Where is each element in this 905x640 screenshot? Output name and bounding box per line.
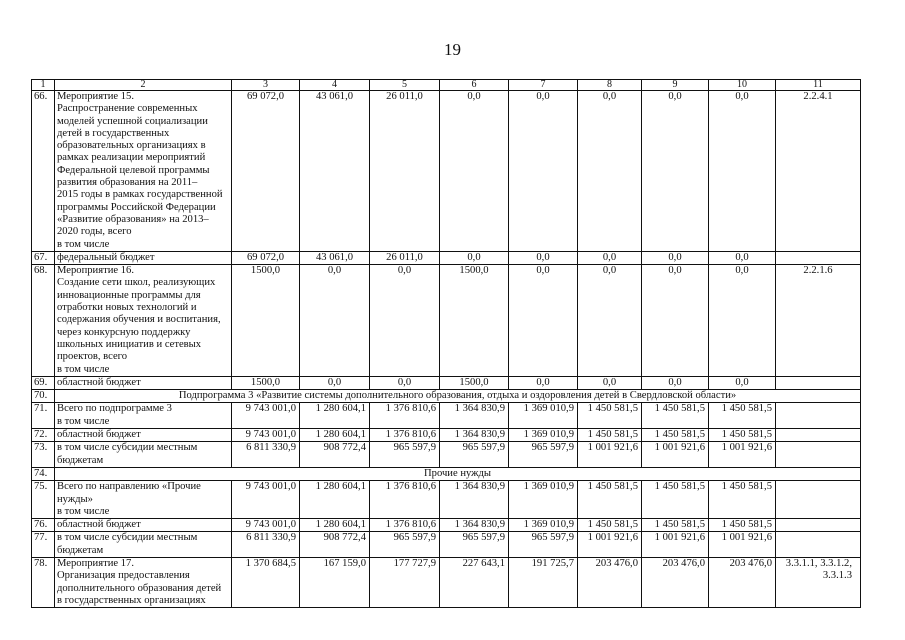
header-cell: 7 xyxy=(509,80,578,91)
value-cell: 0,0 xyxy=(300,376,370,389)
value-cell: 1 001 921,6 xyxy=(578,532,642,558)
target-code xyxy=(776,251,861,264)
value-cell: 1 369 010,9 xyxy=(509,403,578,429)
value-cell: 1 370 684,5 xyxy=(232,557,300,607)
row-description: Всего по направлению «Прочие нужды» в том числе xyxy=(55,481,232,519)
table-row xyxy=(32,265,861,377)
section-title: Прочие нужды xyxy=(55,467,861,480)
budget-table xyxy=(31,79,861,608)
value-cell: 1500,0 xyxy=(440,376,509,389)
value-cell: 908 772,4 xyxy=(300,442,370,468)
value-cell: 203 476,0 xyxy=(642,557,709,607)
value-cell: 1 369 010,9 xyxy=(509,429,578,442)
value-cell: 1 364 830,9 xyxy=(440,403,509,429)
header-row xyxy=(32,80,861,91)
row-number: 73. xyxy=(32,442,55,468)
value-cell: 965 597,9 xyxy=(370,532,440,558)
value-cell: 9 743 001,0 xyxy=(232,403,300,429)
row-description: Мероприятие 17. Организация предоставления дополнительного образования детей в государственных организациях xyxy=(55,557,232,607)
value-cell: 0,0 xyxy=(709,376,776,389)
row-number: 68. xyxy=(32,265,55,377)
row-description: в том числе субсидии местным бюджетам xyxy=(55,532,232,558)
value-cell: 43 061,0 xyxy=(300,251,370,264)
value-cell: 6 811 330,9 xyxy=(232,442,300,468)
table-row xyxy=(32,481,861,519)
value-cell: 1 450 581,5 xyxy=(709,429,776,442)
value-cell: 1500,0 xyxy=(440,265,509,377)
value-cell: 0,0 xyxy=(642,376,709,389)
section-title: Подпрограмма 3 «Развитие системы дополнительного образования, отдыха и оздоровления детей в Свердловской области» xyxy=(55,390,861,403)
value-cell: 0,0 xyxy=(578,91,642,252)
value-cell: 0,0 xyxy=(509,265,578,377)
value-cell: 1 450 581,5 xyxy=(578,519,642,532)
value-cell: 0,0 xyxy=(709,251,776,264)
value-cell: 0,0 xyxy=(642,265,709,377)
header-cell: 5 xyxy=(370,80,440,91)
value-cell: 1 450 581,5 xyxy=(578,481,642,519)
value-cell: 0,0 xyxy=(578,376,642,389)
value-cell: 177 727,9 xyxy=(370,557,440,607)
row-description: Мероприятие 16. Создание сети школ, реализующих инновационные программы для отработки новых технологий и содержания обучения и воспитания, через конкурсную поддержку школьных инициатив и сетевых проектов, всего в том числе xyxy=(55,265,232,377)
value-cell: 26 011,0 xyxy=(370,91,440,252)
row-description: Всего по подпрограмме 3 в том числе xyxy=(55,403,232,429)
value-cell: 167 159,0 xyxy=(300,557,370,607)
value-cell: 0,0 xyxy=(440,91,509,252)
value-cell: 908 772,4 xyxy=(300,532,370,558)
value-cell: 0,0 xyxy=(709,265,776,377)
table-row xyxy=(32,403,861,429)
row-number: 71. xyxy=(32,403,55,429)
value-cell: 1 001 921,6 xyxy=(642,532,709,558)
value-cell: 1 001 921,6 xyxy=(642,442,709,468)
value-cell: 1 376 810,6 xyxy=(370,481,440,519)
table-row xyxy=(32,557,861,607)
value-cell: 9 743 001,0 xyxy=(232,429,300,442)
target-code: 3.3.1.1, 3.3.1.2, 3.3.1.3 xyxy=(776,557,861,607)
value-cell: 965 597,9 xyxy=(509,532,578,558)
value-cell: 69 072,0 xyxy=(232,251,300,264)
value-cell: 203 476,0 xyxy=(578,557,642,607)
target-code xyxy=(776,519,861,532)
target-code: 2.2.1.6 xyxy=(776,265,861,377)
table-row xyxy=(32,467,861,480)
value-cell: 0,0 xyxy=(642,91,709,252)
value-cell: 1 450 581,5 xyxy=(642,519,709,532)
value-cell: 1 450 581,5 xyxy=(709,519,776,532)
target-code xyxy=(776,481,861,519)
value-cell: 191 725,7 xyxy=(509,557,578,607)
value-cell: 1 450 581,5 xyxy=(642,429,709,442)
value-cell: 1 001 921,6 xyxy=(578,442,642,468)
row-number: 72. xyxy=(32,429,55,442)
target-code xyxy=(776,403,861,429)
value-cell: 1 376 810,6 xyxy=(370,429,440,442)
table-row xyxy=(32,251,861,264)
row-description: в том числе субсидии местным бюджетам xyxy=(55,442,232,468)
value-cell: 965 597,9 xyxy=(370,442,440,468)
table-row xyxy=(32,519,861,532)
value-cell: 0,0 xyxy=(578,251,642,264)
value-cell: 1 450 581,5 xyxy=(642,403,709,429)
target-code: 2.2.4.1 xyxy=(776,91,861,252)
value-cell: 1 001 921,6 xyxy=(709,532,776,558)
row-description: Мероприятие 15. Распространение современных моделей успешной социализации детей в государственных образовательных организациях в рамках реализации мероприятий Федеральной целевой программы развития образования на 2011– 2015 годы в рамках государственной программы Российской Федерации «Развитие образования» на 2013– 2020 годы, всего в том числе xyxy=(55,91,232,252)
value-cell: 0,0 xyxy=(300,265,370,377)
value-cell: 1 450 581,5 xyxy=(578,403,642,429)
value-cell: 1 364 830,9 xyxy=(440,481,509,519)
value-cell: 9 743 001,0 xyxy=(232,481,300,519)
table-row xyxy=(32,91,861,252)
row-description: областной бюджет xyxy=(55,519,232,532)
value-cell: 26 011,0 xyxy=(370,251,440,264)
header-cell: 8 xyxy=(578,80,642,91)
row-number: 74. xyxy=(32,467,55,480)
value-cell: 0,0 xyxy=(509,376,578,389)
value-cell: 9 743 001,0 xyxy=(232,519,300,532)
row-number: 75. xyxy=(32,481,55,519)
value-cell: 1 369 010,9 xyxy=(509,481,578,519)
value-cell: 0,0 xyxy=(509,91,578,252)
value-cell: 6 811 330,9 xyxy=(232,532,300,558)
row-number: 69. xyxy=(32,376,55,389)
header-cell: 4 xyxy=(300,80,370,91)
row-number: 67. xyxy=(32,251,55,264)
header-cell: 10 xyxy=(709,80,776,91)
value-cell: 1 450 581,5 xyxy=(709,481,776,519)
value-cell: 965 597,9 xyxy=(440,532,509,558)
value-cell: 1 376 810,6 xyxy=(370,519,440,532)
row-number: 77. xyxy=(32,532,55,558)
header-cell: 11 xyxy=(776,80,861,91)
value-cell: 227 643,1 xyxy=(440,557,509,607)
value-cell: 43 061,0 xyxy=(300,91,370,252)
value-cell: 69 072,0 xyxy=(232,91,300,252)
value-cell: 0,0 xyxy=(440,251,509,264)
value-cell: 0,0 xyxy=(642,251,709,264)
row-number: 66. xyxy=(32,91,55,252)
value-cell: 203 476,0 xyxy=(709,557,776,607)
row-description: областной бюджет xyxy=(55,376,232,389)
value-cell: 0,0 xyxy=(370,265,440,377)
table-row xyxy=(32,376,861,389)
value-cell: 1 376 810,6 xyxy=(370,403,440,429)
table-row xyxy=(32,429,861,442)
value-cell: 1500,0 xyxy=(232,265,300,377)
row-number: 76. xyxy=(32,519,55,532)
value-cell: 1 280 604,1 xyxy=(300,481,370,519)
value-cell: 1 450 581,5 xyxy=(642,481,709,519)
row-number: 70. xyxy=(32,390,55,403)
value-cell: 0,0 xyxy=(509,251,578,264)
value-cell: 1 280 604,1 xyxy=(300,519,370,532)
row-description: областной бюджет xyxy=(55,429,232,442)
target-code xyxy=(776,376,861,389)
value-cell: 965 597,9 xyxy=(440,442,509,468)
value-cell: 1 364 830,9 xyxy=(440,519,509,532)
target-code xyxy=(776,429,861,442)
value-cell: 1 369 010,9 xyxy=(509,519,578,532)
header-cell: 6 xyxy=(440,80,509,91)
header-cell: 1 xyxy=(32,80,55,91)
target-code xyxy=(776,442,861,468)
value-cell: 1 280 604,1 xyxy=(300,403,370,429)
value-cell: 0,0 xyxy=(578,265,642,377)
value-cell: 0,0 xyxy=(709,91,776,252)
value-cell: 1 450 581,5 xyxy=(578,429,642,442)
page-number: 19 xyxy=(444,40,461,59)
row-number: 78. xyxy=(32,557,55,607)
target-code xyxy=(776,532,861,558)
value-cell: 1 364 830,9 xyxy=(440,429,509,442)
header-cell: 2 xyxy=(55,80,232,91)
row-description: федеральный бюджет xyxy=(55,251,232,264)
header-cell: 9 xyxy=(642,80,709,91)
value-cell: 1 450 581,5 xyxy=(709,403,776,429)
header-cell: 3 xyxy=(232,80,300,91)
table-row xyxy=(32,390,861,403)
value-cell: 965 597,9 xyxy=(509,442,578,468)
value-cell: 1 280 604,1 xyxy=(300,429,370,442)
table-row xyxy=(32,532,861,558)
table-row xyxy=(32,442,861,468)
value-cell: 0,0 xyxy=(370,376,440,389)
value-cell: 1 001 921,6 xyxy=(709,442,776,468)
value-cell: 1500,0 xyxy=(232,376,300,389)
